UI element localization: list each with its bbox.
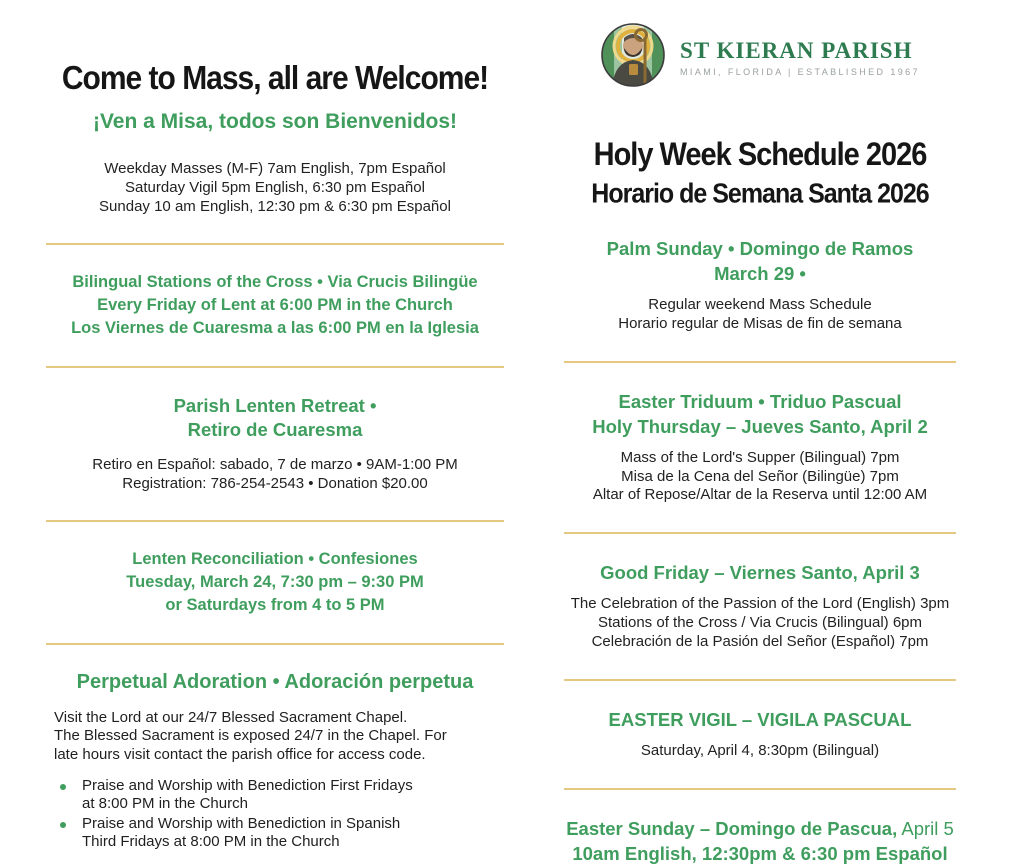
holy-thursday-details-line: Mass of the Lord's Supper (Bilingual) 7pm [620,448,900,466]
good-friday-heading: Good Friday – Viernes Santo, April 3 [600,562,920,584]
adoration-paragraph-line: late hours visit contact the parish office for access code. [54,745,426,763]
holy-thursday-details-line: Altar of Repose/Altar de la Reserva until 12:00 AM [592,486,928,504]
holy-thursday-heading: Holy Thursday – Jueves Santo, April 2 [592,415,928,437]
parish-logo-icon [600,22,666,93]
left-title: Come to Mass, all are Welcome! [61,60,489,97]
easter-vigil-details-line: Saturday, April 4, 8:30pm (Bilingual) [640,741,880,759]
bullet-line: at 8:00 PM in the Church [82,795,248,813]
triduum-heading [550,390,970,440]
divider [564,788,956,790]
retreat-heading-line: Parish Lenten Retreat • [173,394,377,416]
adoration-paragraph-line: Visit the Lord at our 24/7 Blessed Sacrament Chapel. [54,709,408,727]
easter-sunday-heading-date: April 5 [897,817,954,839]
left-subtitle: ¡Ven a Misa, todos son Bienvenidos! [92,110,458,133]
divider [46,366,504,368]
palm-sunday-details [550,296,970,334]
bullet-line: Praise and Worship with Benediction in Spanish [82,814,401,832]
easter-vigil-heading: EASTER VIGIL – VIGILA PASCUAL [608,708,912,730]
bullet-line: Third Fridays at 8:00 PM in the Church [82,832,340,850]
adoration-heading: Perpetual Adoration • Adoración perpetua [76,671,474,694]
palm-sunday-date: March 29 • [714,262,806,284]
easter-sunday-heading-bold: Easter Sunday – Domingo de Pascua, [566,817,898,839]
list-item [60,815,512,852]
retreat-details-line: Retiro en Español: sabado, 7 de marzo • 9AM-1:00 PM [92,456,458,474]
easter-sunday-heading-line [550,817,970,842]
retreat-heading [38,394,512,442]
bullet-icon [60,784,66,790]
good-friday-details-line: Stations of the Cross / Via Crucis (Bilingual) 6pm [597,614,923,632]
stations-block [38,271,512,340]
good-friday-details [550,595,970,652]
divider [564,532,956,534]
mass-times-line: Sunday 10 am English, 12:30 pm & 6:30 pm Español [99,197,451,215]
palm-sunday-details-line: Horario regular de Misas de fin de semana [618,314,902,332]
divider [46,520,504,522]
divider [46,643,504,645]
parish-tagline: MIAMI, FLORIDA | ESTABLISHED 1967 [680,67,920,77]
reconciliation-line: Lenten Reconciliation • Confesiones [132,549,418,568]
bullet-text [82,815,400,852]
bullet-icon [60,822,66,828]
good-friday-details-line: The Celebration of the Passion of the Lord (English) 3pm [570,595,950,613]
stations-line: Bilingual Stations of the Cross • Via Crucis Bilingüe [72,272,478,291]
divider [46,243,504,245]
bullet-line: Praise and Worship with Benediction First Fridays [82,777,413,794]
schedule-subtitle: Horario de Semana Santa 2026 [591,178,929,210]
adoration-bullet-list [38,777,512,851]
triduum-heading-line: Easter Triduum • Triduo Pascual [618,390,902,412]
adoration-paragraph-line: The Blessed Sacrament is exposed 24/7 in the Chapel. For [54,727,447,745]
palm-sunday-heading-line: Palm Sunday • Domingo de Ramos [606,238,914,259]
easter-sunday-heading [550,817,970,867]
palm-sunday-heading [550,237,970,287]
holy-thursday-details-line: Misa de la Cena del Señor (Bilingüe) 7pm [621,467,899,485]
retreat-details [38,456,512,494]
parish-logo-text [680,38,920,77]
parish-name: ST KIERAN PARISH [680,38,913,63]
parish-logo [550,22,970,93]
mass-times-line: Saturday Vigil 5pm English, 6:30 pm Español [125,178,425,196]
adoration-paragraph [38,709,512,764]
left-column [38,60,512,852]
right-column [550,22,970,867]
reconciliation-block [38,548,512,617]
mass-times-line: Weekday Masses (M-F) 7am English, 7pm Español [104,160,446,177]
palm-sunday-details-line: Regular weekend Mass Schedule [648,295,872,313]
schedule-title: Holy Week Schedule 2026 [593,137,927,173]
easter-sunday-times: 10am English, 12:30pm & 6:30 pm Español [572,842,948,864]
divider [564,679,956,681]
divider [564,361,956,363]
stations-line: Every Friday of Lent at 6:00 PM in the Church [97,295,453,314]
easter-vigil-details [550,742,970,761]
list-item [60,777,512,814]
mass-times-block [38,160,512,217]
holy-thursday-details [550,449,970,506]
reconciliation-line: Tuesday, March 24, 7:30 pm – 9:30 PM [126,572,424,591]
bullet-text [82,777,413,814]
retreat-details-line: Registration: 786-254-2543 • Donation $20.00 [122,474,428,492]
retreat-heading-line: Retiro de Cuaresma [187,419,363,440]
stations-line: Los Viernes de Cuaresma a las 6:00 PM en la Iglesia [71,318,479,337]
reconciliation-line: or Saturdays from 4 to 5 PM [165,596,385,615]
good-friday-details-line: Celebración de la Pasión del Señor (Español) 7pm [591,633,929,651]
